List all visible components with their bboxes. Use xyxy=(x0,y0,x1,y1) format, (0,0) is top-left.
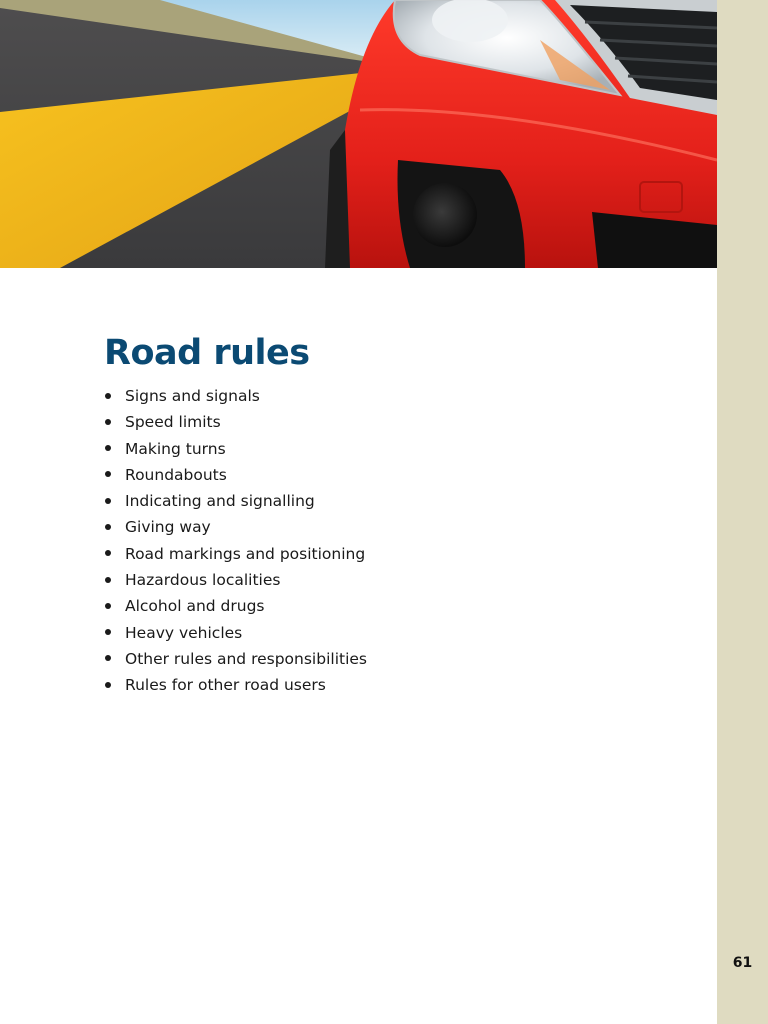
list-item xyxy=(104,620,367,646)
list-item-label: Making turns xyxy=(125,439,226,458)
list-item xyxy=(104,462,367,488)
list-item-label: Road markings and positioning xyxy=(125,544,366,563)
bullet-dot-icon xyxy=(105,419,111,425)
topics-list xyxy=(104,383,367,699)
list-item-label: Signs and signals xyxy=(125,387,260,405)
list-item-label: Alcohol and drugs xyxy=(125,597,265,616)
bullet-dot-icon xyxy=(105,524,111,530)
bullet-dot-icon xyxy=(105,655,111,661)
bullet-dot-icon xyxy=(105,445,111,451)
bullet-dot-icon xyxy=(105,393,111,399)
list-item xyxy=(104,436,367,462)
bullet-dot-icon xyxy=(105,603,111,609)
bullet-dot-icon xyxy=(105,498,111,504)
bullet-dot-icon xyxy=(105,550,111,556)
list-item-label: Speed limits xyxy=(125,413,221,432)
list-item-label: Roundabouts xyxy=(125,465,227,484)
list-item xyxy=(104,409,367,435)
list-item xyxy=(104,514,367,540)
bullet-dot-icon xyxy=(105,682,111,688)
bullet-dot-icon xyxy=(105,629,111,635)
list-item xyxy=(104,488,367,514)
list-item-label: Hazardous localities xyxy=(125,571,281,590)
list-item xyxy=(104,541,367,567)
page-number: 61 xyxy=(732,955,753,971)
list-item-label: Other rules and responsibilities xyxy=(125,649,367,668)
list-item xyxy=(104,383,367,409)
list-item-label: Heavy vehicles xyxy=(125,623,243,642)
bullet-dot-icon xyxy=(105,471,111,477)
list-item xyxy=(104,672,367,698)
list-item-label: Indicating and signalling xyxy=(125,492,315,511)
page-title: Road rules xyxy=(104,333,310,373)
list-item xyxy=(104,593,367,619)
side-margin-strip xyxy=(717,0,768,1024)
list-item xyxy=(104,646,367,672)
list-item xyxy=(104,567,367,593)
bullet-dot-icon xyxy=(105,577,111,583)
hero-photo-red-car-on-road xyxy=(0,0,717,268)
list-item-label: Giving way xyxy=(125,518,211,537)
list-item-label: Rules for other road users xyxy=(125,676,326,695)
